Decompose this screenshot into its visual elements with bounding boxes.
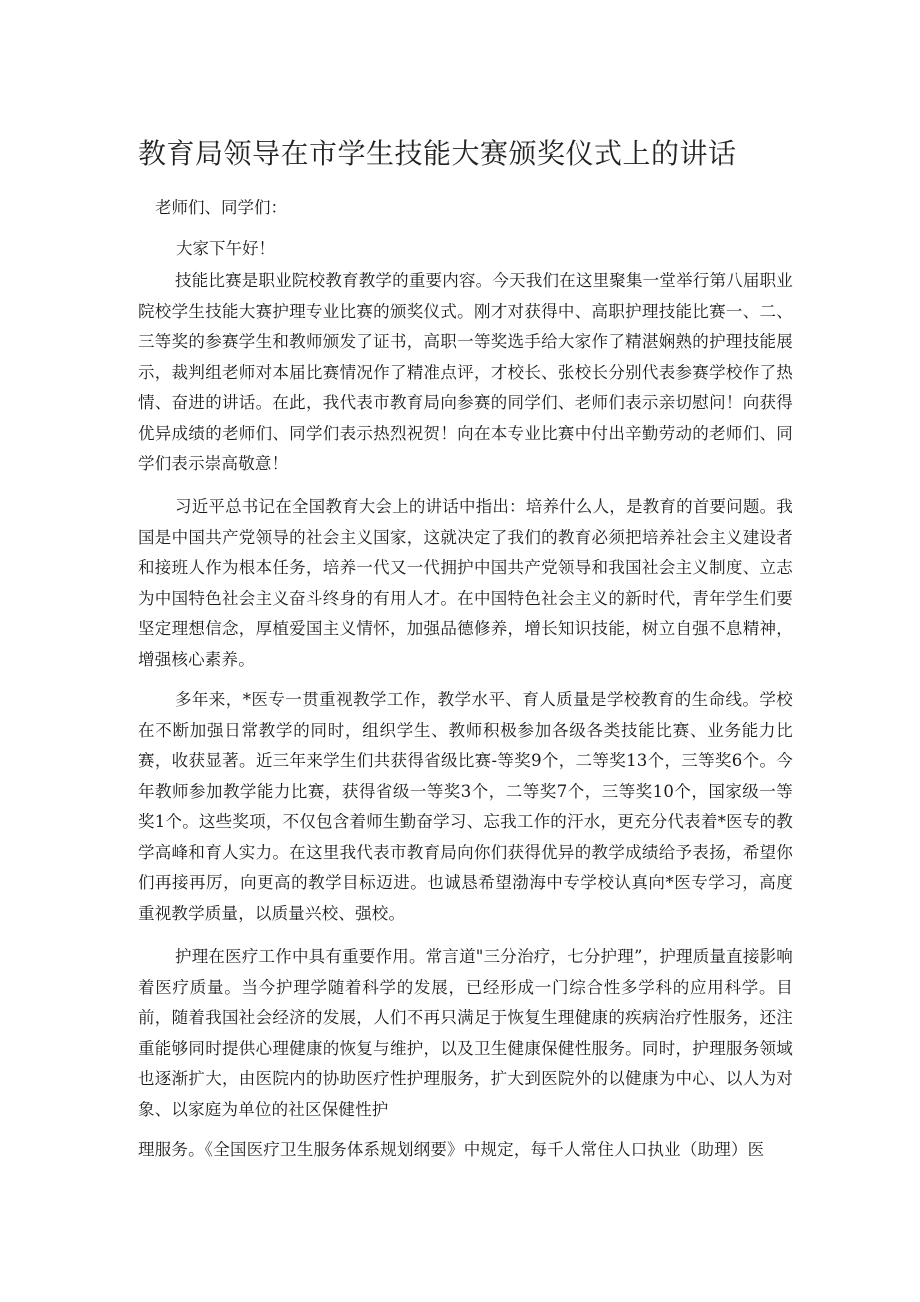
paragraph: 习近平总书记在全国教育大会上的讲话中指出：培养什么人，是教育的首要问题。我国是中国共产党领导的社会主义国家，这就决定了我们的教育必须把培养社会主义建设者和接班人作为根本任务，培养一代又一代拥护中国共产党领导和我国社会主义制度、立志为中国特色社会主义奋斗终身的有用人才。在中国特色社会主义的新时代，青年学生们要坚定理想信念，厚植爱国主义情怀，加强品德修养，增长知识技能，树立自强不息精神，增强核心素养。: [138, 497, 793, 669]
salutation: 老师们、同学们：: [155, 198, 287, 217]
paragraph: 技能比赛是职业院校教育教学的重要内容。今天我们在这里聚集一堂举行第八届职业院校学生技能大赛护理专业比赛的颁奖仪式。刚才对获得中、高职护理技能比赛一、二、三等奖的参赛学生和教师颁发了证书，高职一等奖选手给大家作了精湛娴熟的护理技能展示，裁判组老师对本届比赛情况作了精准点评，才校长、张校长分别代表参赛学校作了热情、奋进的讲话。在此，我代表市教育局向参赛的同学们、老师们表示亲切慰问！向获得优异成绩的老师们、同学们表示热烈祝贺！向在本专业比赛中付出辛勤劳动的老师们、同学们表示崇高敬意！: [138, 271, 793, 473]
greeting: 大家下午好！: [176, 239, 275, 258]
paragraph: 多年来，*医专一贯重视教学工作，教学水平、育人质量是学校教育的生命线。学校在不断加强日常教学的同时，组织学生、教师积极参加各级各类技能比赛、业务能力比赛，收获显著。近三年来学生们共获得省级比赛-等奖9个，二等奖13个，三等奖6个。今年教师参加教学能力比赛，获得省级一等奖3个，二等奖7个，三等奖10个，国家级一等奖1个。这些奖项，不仅包含着师生勤奋学习、忘我工作的汗水，更充分代表着*医专的教学高峰和育人实力。在这里我代表市教育局向你们获得优异的教学成绩给予表扬，希望你们再接再厉，向更高的教学目标迈进。也诚恳希望渤海中专学校认真向*医专学习，高度重视教学质量，以质量兴校、强校。: [138, 690, 793, 923]
page-title: 教育局领导在市学生技能大赛颁奖仪式上的讲话: [138, 137, 737, 170]
paragraph: 理服务。《全国医疗卫生服务体系规划纲要》中规定，每千人常住人口执业（助理）医: [138, 1140, 765, 1159]
paragraph: 护理在医疗工作中具有重要作用。常言道"三分治疗，七分护理”，护理质量直接影响着医疗质量。当今护理学随着科学的发展，已经形成一门综合性多学科的应用科学。目前，随着我国社会经济的发展，人们不再只满足于恢复生理健康的疾病治疗性服务，还注重能够同时提供心理健康的恢复与维护，以及卫生健康保健性服务。同时，护理服务领域也逐渐扩大，由医院内的协助医疗性护理服务，扩大到医院外的以健康为中心、以人为对象、以家庭为单位的社区保健性护: [138, 947, 793, 1119]
